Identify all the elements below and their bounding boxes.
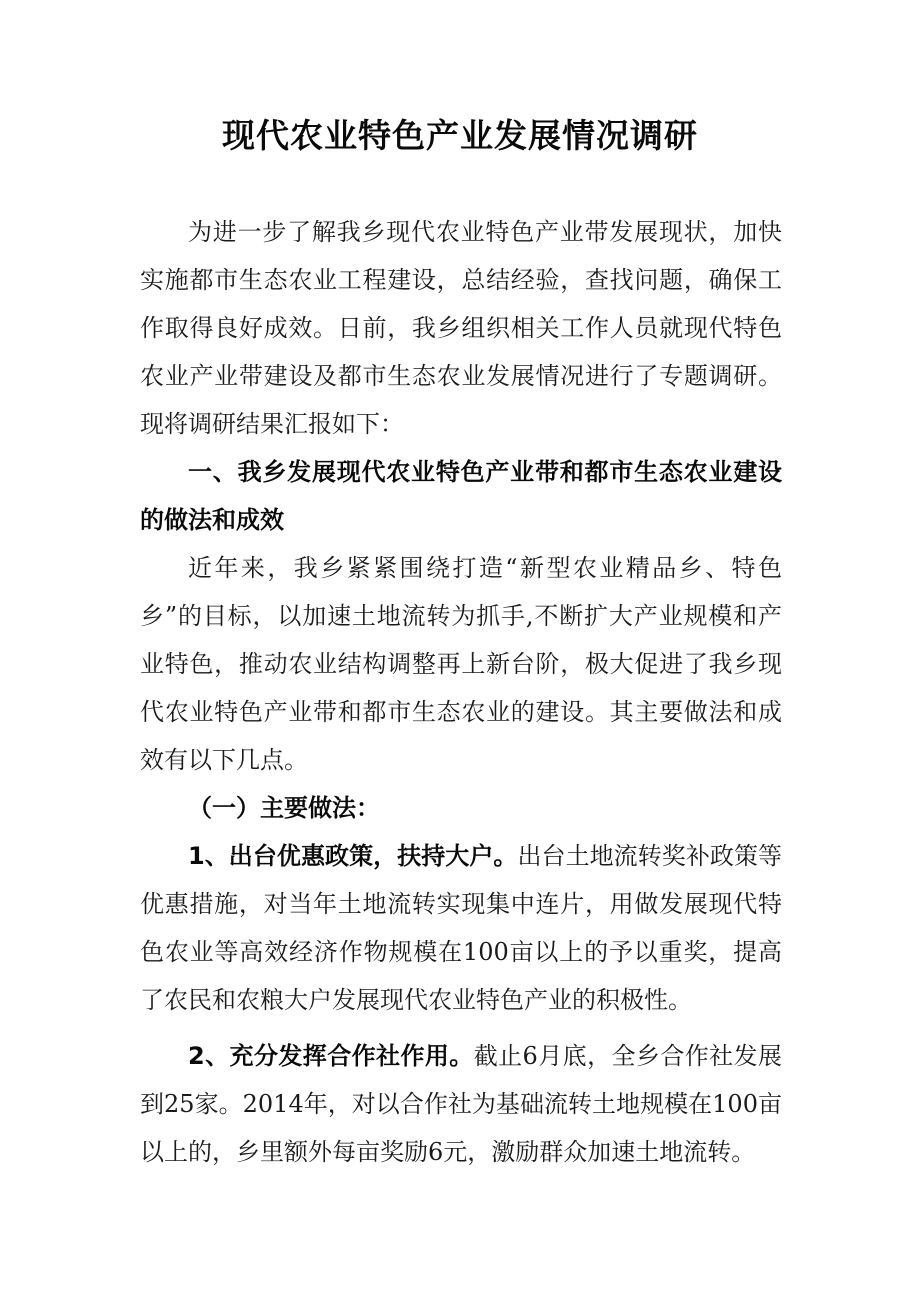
item-paragraph-2 xyxy=(140,1032,782,1176)
item-body-2: 截止6月底，全乡合作社发展到25家。2014年，对以合作社为基础流转土地规模在100亩以上的，乡里额外每亩奖励6元，激励群众加速土地流转。 xyxy=(140,1042,782,1166)
item-body-1: 出台土地流转奖补政策等优惠措施，对当年土地流转实现集中连片，用做发展现代特色农业等高效经济作物规模在100亩以上的予以重奖，提高了农民和农粮大户发展现代农业特色产业的积极性。 xyxy=(140,842,783,1014)
section-heading: 一、我乡发展现代农业特色产业带和都市生态农业建设的做法和成效 xyxy=(140,458,782,534)
item-lead-1: 1、出台优惠政策，扶持大户。 xyxy=(188,842,518,870)
subsection-heading: （一）主要做法： xyxy=(188,794,380,822)
item-paragraph-1 xyxy=(140,832,782,1024)
document-body xyxy=(140,208,782,1176)
item-lead-2: 2、充分发挥合作社作用。 xyxy=(188,1042,474,1070)
document-title: 现代农业特色产业发展情况调研 xyxy=(222,116,698,155)
intro-paragraph: 为进一步了解我乡现代农业特色产业带发展现状，加快实施都市生态农业工程建设，总结经验，查找问题，确保工作取得良好成效。日前，我乡组织相关工作人员就现代特色农业产业带建设及都市生态农业发展情况进行了专题调研。现将调研结果汇报如下： xyxy=(140,218,782,438)
section-paragraph: 近年来，我乡紧紧围绕打造“新型农业精品乡、特色乡”的目标，以加速土地流转为抓手,不断扩大产业规模和产业特色，推动农业结构调整再上新台阶，极大促进了我乡现代农业特色产业带和都市生态农业的建设。其主要做法和成效有以下几点。 xyxy=(140,554,782,774)
